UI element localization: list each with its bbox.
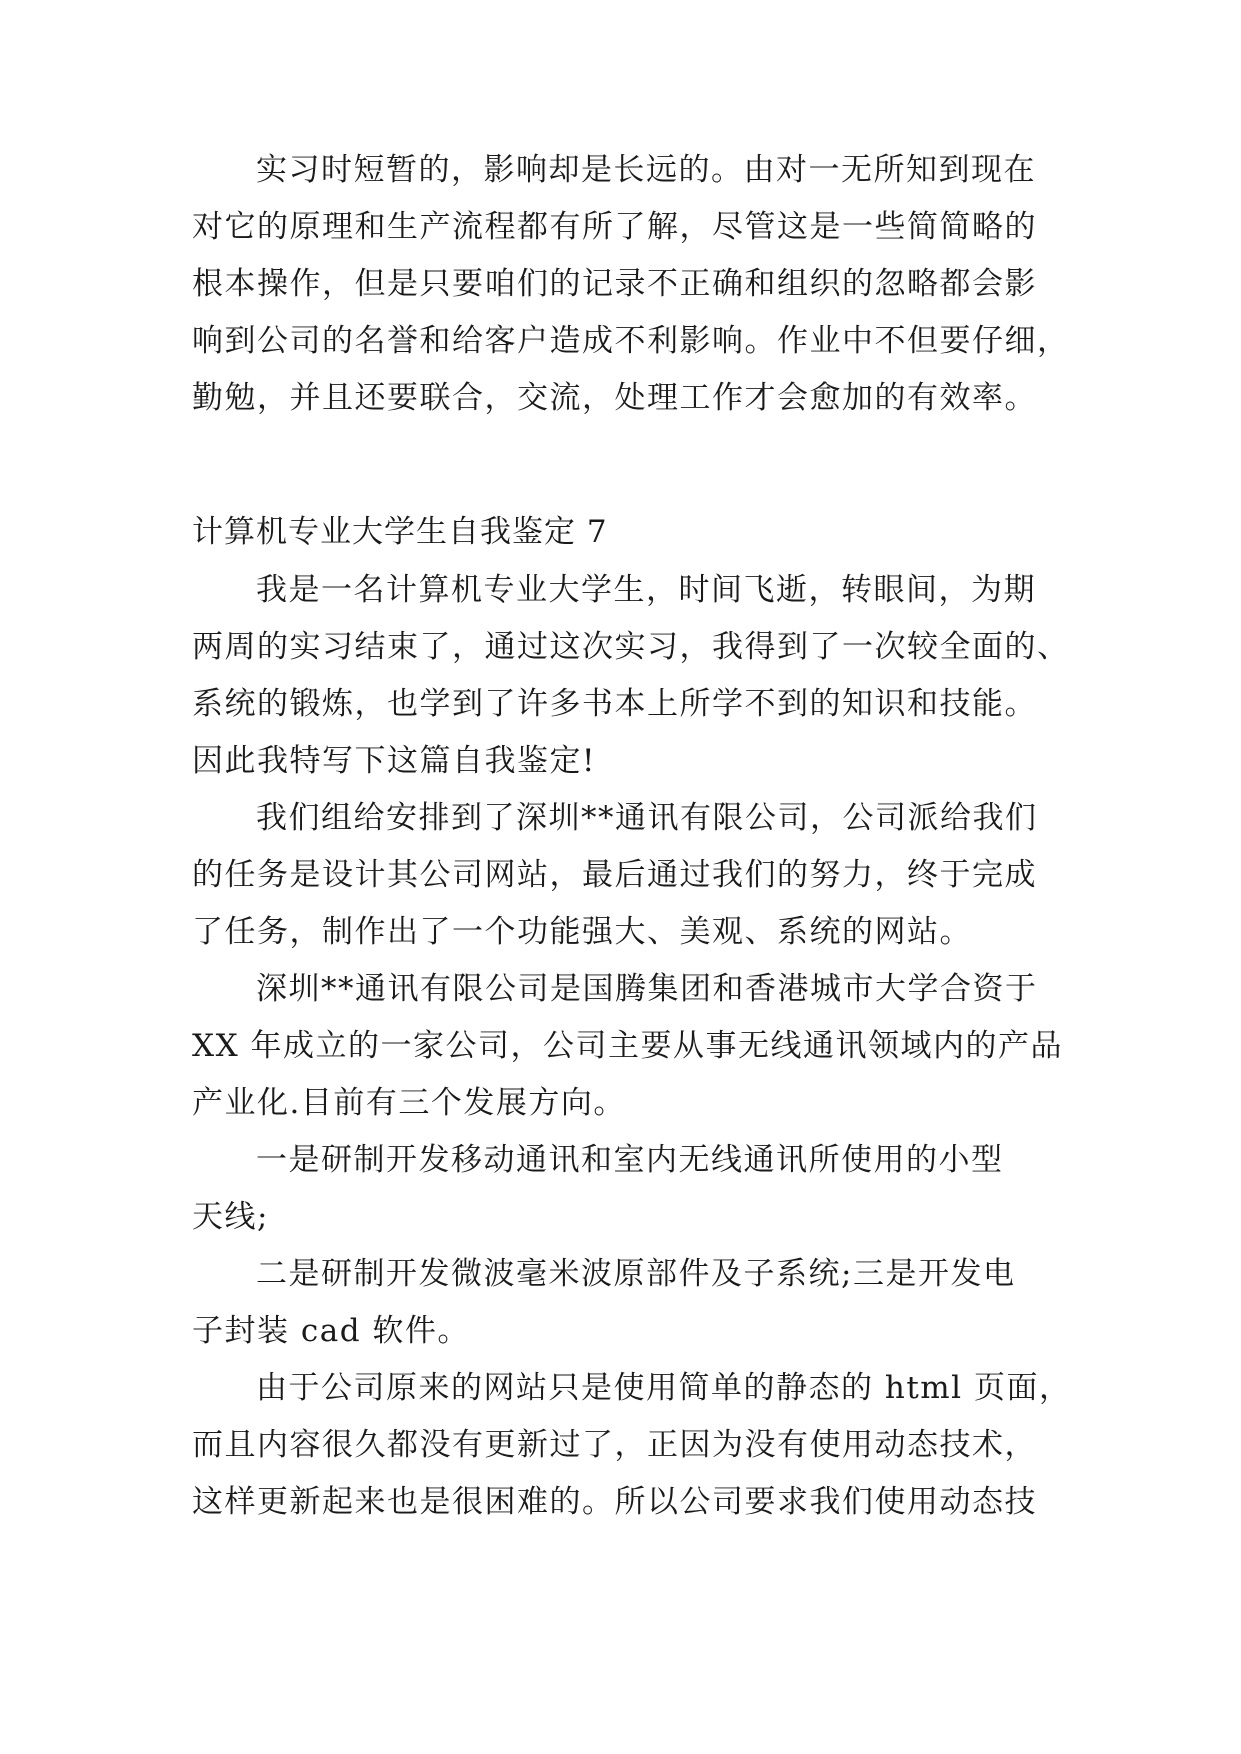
paragraph-line: 了任务，制作出了一个功能强大、美观、系统的网站。	[192, 914, 972, 950]
paragraph-line: 深圳**通讯有限公司是国腾集团和香港城市大学合资于	[256, 971, 1038, 1007]
paragraph-line: 响到公司的名誉和给客户造成不利影响。作业中不但要仔细，	[192, 323, 1070, 359]
paragraph-line: 勤勉，并且还要联合，交流，处理工作才会愈加的有效率。	[192, 380, 1037, 416]
paragraph-line: 天线;	[192, 1199, 269, 1235]
paragraph-line: XX 年成立的一家公司，公司主要从事无线通讯领域内的产品	[192, 1028, 1063, 1064]
paragraph-line: 对它的原理和生产流程都有所了解，尽管这是一些简简略的	[192, 209, 1037, 245]
paragraph-line: 子封装 cad 软件。	[192, 1313, 470, 1349]
paragraph-line: 根本操作，但是只要咱们的记录不正确和组织的忽略都会影	[192, 266, 1037, 302]
paragraph-line: 产业化.目前有三个发展方向。	[192, 1085, 626, 1121]
paragraph-line: 而且内容很久都没有更新过了，正因为没有使用动态技术，	[192, 1427, 1037, 1463]
paragraph-line: 系统的锻炼，也学到了许多书本上所学不到的知识和技能。	[192, 686, 1037, 722]
paragraph-line: 我们组给安排到了深圳**通讯有限公司，公司派给我们	[256, 800, 1038, 836]
section-heading: 计算机专业大学生自我鉴定 7	[192, 514, 608, 550]
paragraph-line: 实习时短暂的，影响却是长远的。由对一无所知到现在	[256, 152, 1036, 188]
paragraph-line: 二是研制开发微波毫米波原部件及子系统;三是开发电	[256, 1256, 1016, 1292]
paragraph-line: 的任务是设计其公司网站，最后通过我们的努力，终于完成	[192, 857, 1037, 893]
paragraph-line: 两周的实习结束了，通过这次实习，我得到了一次较全面的、	[192, 629, 1070, 665]
paragraph-line: 因此我特写下这篇自我鉴定!	[192, 743, 596, 779]
paragraph-line: 一是研制开发移动通讯和室内无线通讯所使用的小型	[256, 1142, 1004, 1178]
paragraph-line: 我是一名计算机专业大学生，时间飞逝，转眼间，为期	[256, 572, 1036, 608]
paragraph-line: 这样更新起来也是很困难的。所以公司要求我们使用动态技	[192, 1484, 1037, 1520]
paragraph-line: 由于公司原来的网站只是使用简单的静态的 html 页面，	[256, 1370, 1072, 1406]
